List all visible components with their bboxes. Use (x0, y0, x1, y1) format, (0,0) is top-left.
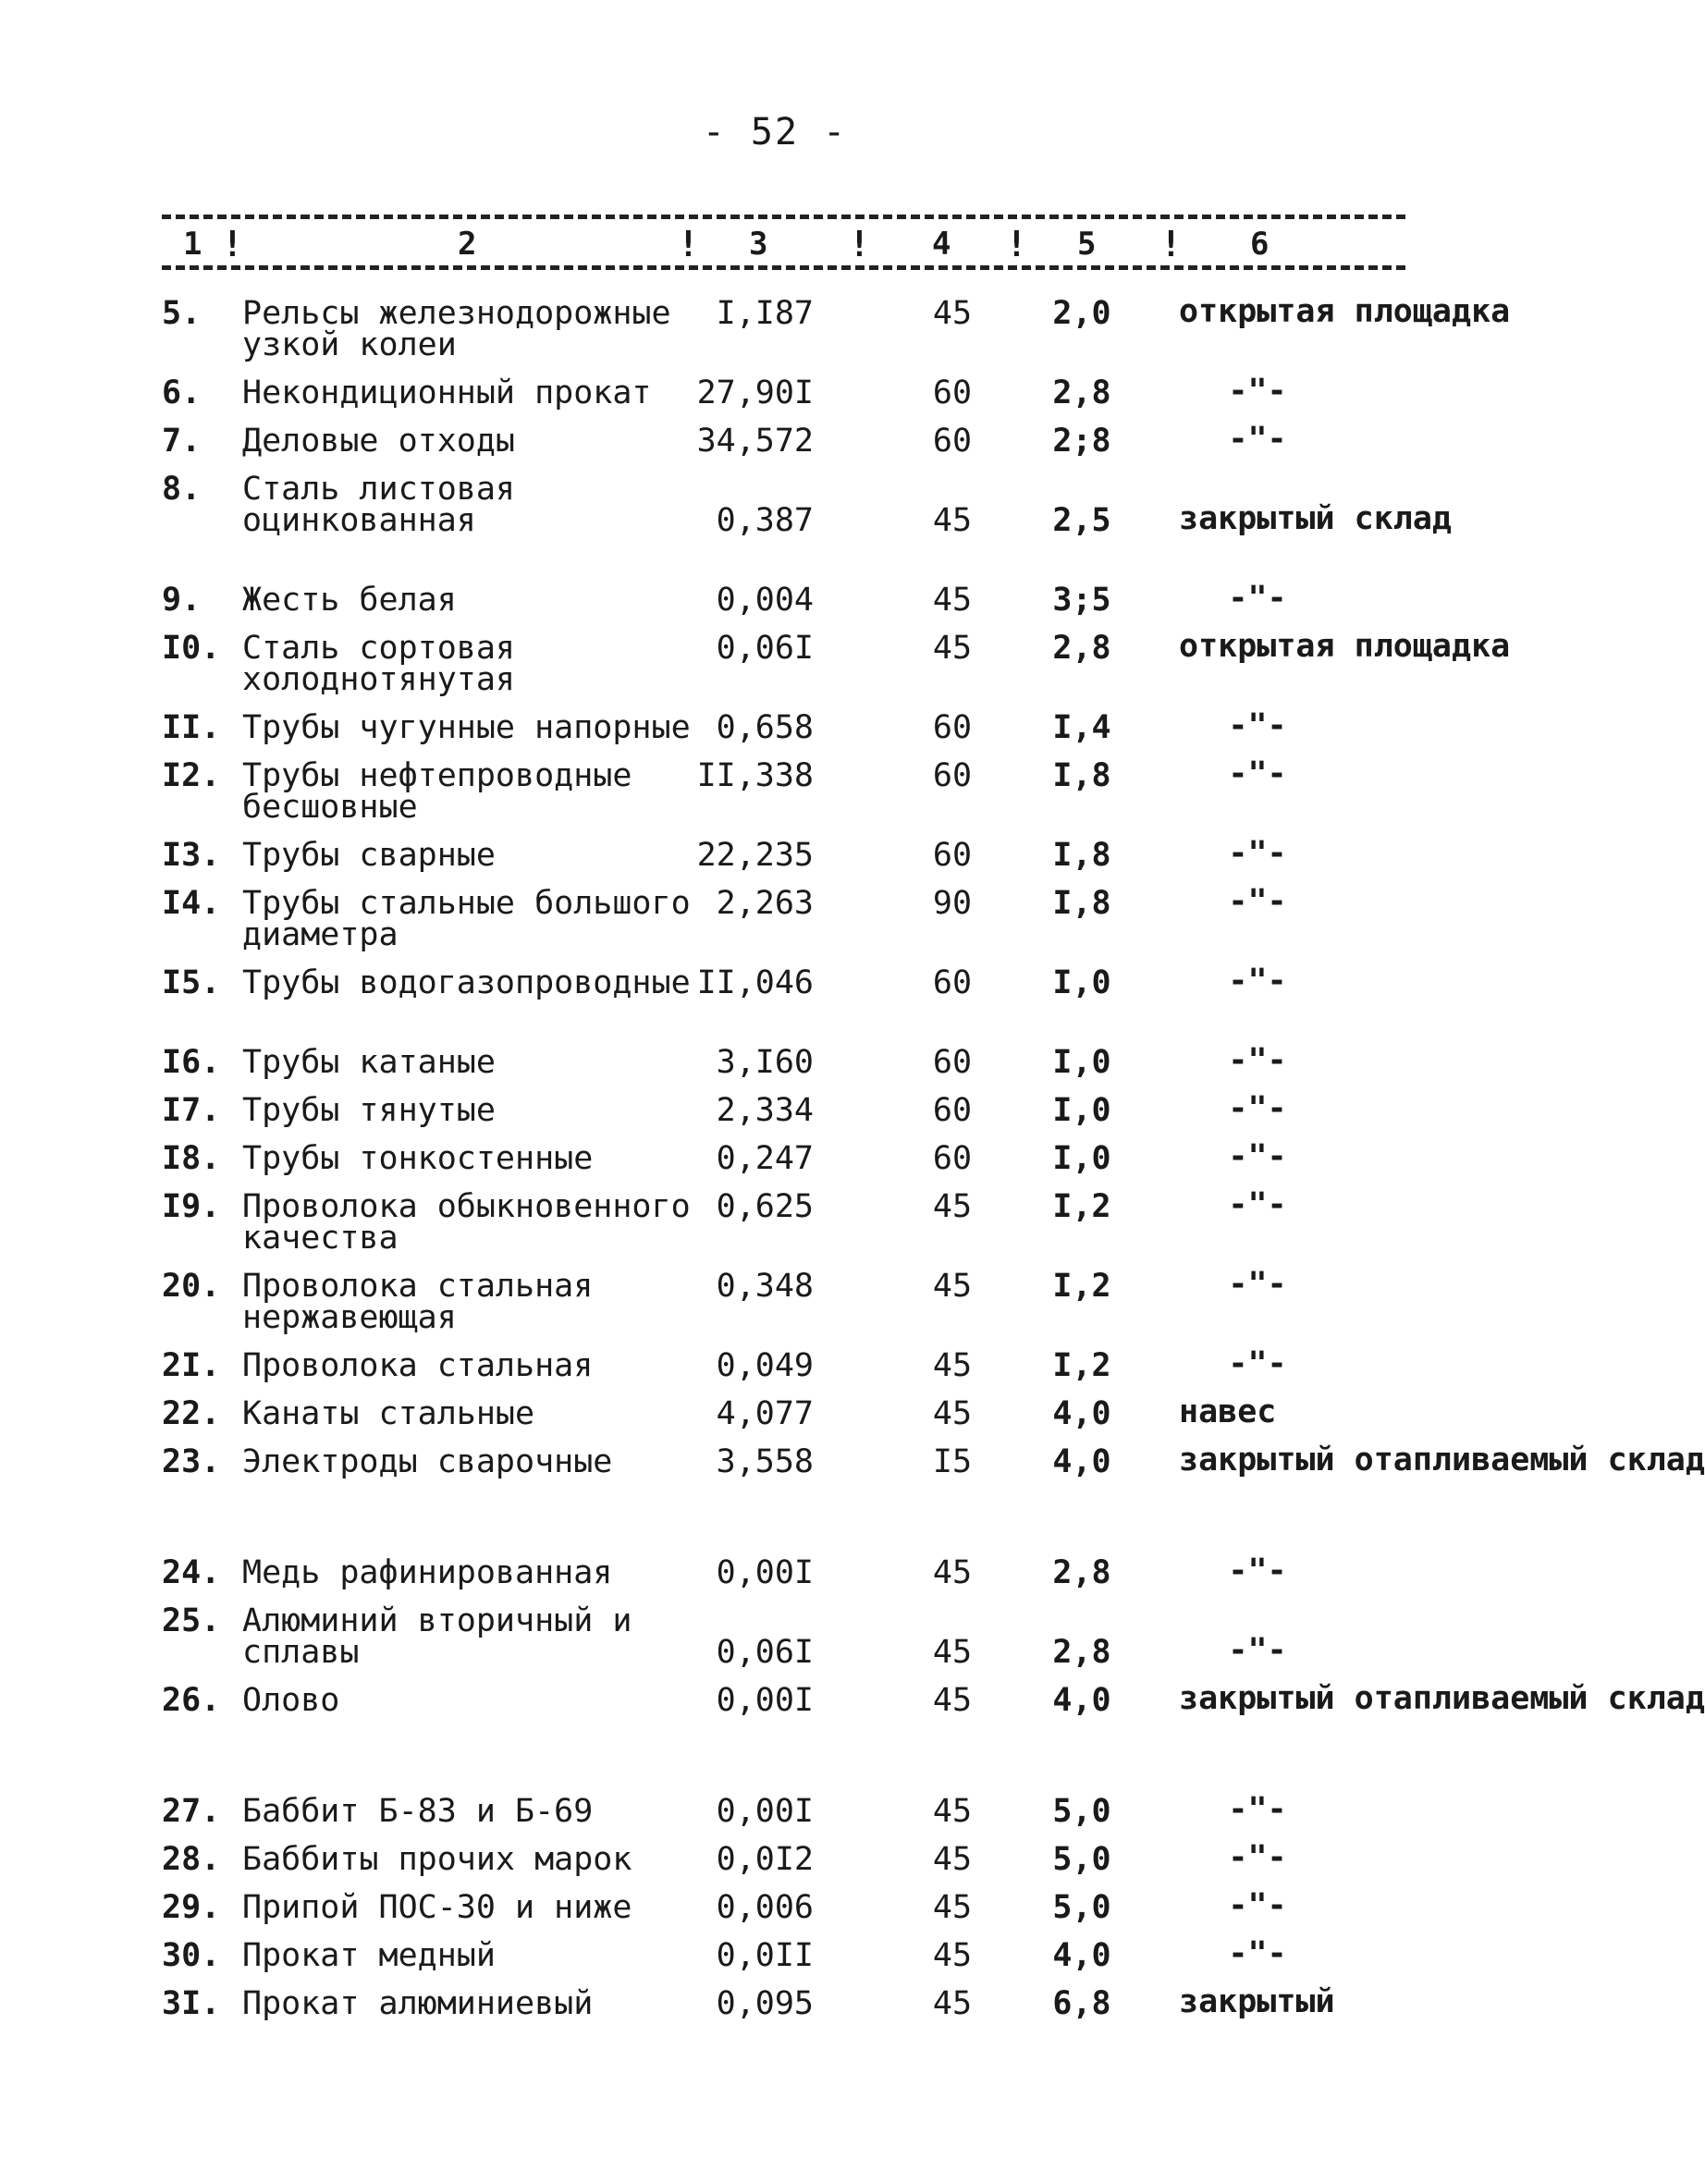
row-number: I7. (162, 1092, 221, 1129)
quantity: 0,0I2 (716, 1841, 814, 1878)
load-coefficient: 4,0 (1052, 1395, 1111, 1432)
header-col-4: 4 (932, 226, 951, 263)
storage-days: 60 (932, 374, 973, 411)
quantity: 34,572 (696, 423, 814, 460)
quantity: 0,006 (716, 1889, 814, 1926)
load-coefficient: 2,8 (1052, 1554, 1111, 1591)
load-coefficient: 2,8 (1052, 374, 1111, 411)
row-number: 9. (162, 582, 202, 619)
header-separator: ! (849, 224, 870, 264)
material-name: Трубы чугунные напорные (242, 709, 691, 746)
quantity: I,I87 (716, 295, 814, 332)
load-coefficient: 5,0 (1052, 1889, 1111, 1926)
storage-type: -"- (1228, 755, 1287, 792)
quantity: 0,06I (716, 630, 814, 667)
storage-type: -"- (1228, 1552, 1287, 1589)
header-col-5: 5 (1077, 226, 1097, 263)
header-separator: ! (222, 224, 243, 264)
storage-days: 45 (932, 582, 973, 619)
storage-days: 45 (932, 1793, 973, 1830)
row-number: I3. (162, 837, 221, 874)
header-col-3: 3 (749, 226, 768, 263)
header-col-6: 6 (1250, 226, 1270, 263)
quantity: 0,095 (716, 1985, 814, 2022)
material-name: Олово (242, 1682, 340, 1719)
storage-type: закрытый отапливаемый склад (1179, 1680, 1705, 1717)
header-col-2: 2 (458, 226, 477, 263)
load-coefficient: 3;5 (1052, 582, 1111, 619)
storage-type: -"- (1228, 1266, 1287, 1303)
row-number: I2. (162, 757, 221, 794)
storage-days: I5 (932, 1443, 973, 1480)
material-name: Трубы катаные (242, 1044, 496, 1081)
load-coefficient: 4,0 (1052, 1937, 1111, 1974)
quantity: 27,90I (696, 374, 814, 411)
row-number: 26. (162, 1682, 221, 1719)
row-number: 5. (162, 295, 202, 332)
load-coefficient: I,0 (1052, 1044, 1111, 1081)
quantity: 4,077 (716, 1395, 814, 1432)
row-number: II. (162, 709, 221, 746)
quantity: 0,00I (716, 1682, 814, 1719)
storage-type: -"- (1228, 883, 1287, 920)
row-number: 22. (162, 1395, 221, 1432)
storage-type: закрытый (1179, 1983, 1335, 2020)
storage-type: -"- (1228, 1090, 1287, 1127)
material-name: Рельсы железнодорожные узкой колеи (242, 295, 671, 363)
load-coefficient: I,0 (1052, 1140, 1111, 1177)
storage-type: -"- (1228, 1138, 1287, 1175)
storage-days: 60 (932, 757, 973, 794)
material-name: Баббиты прочих марок (242, 1841, 632, 1878)
load-coefficient: I,8 (1052, 757, 1111, 794)
storage-type: -"- (1228, 1839, 1287, 1876)
storage-type: -"- (1228, 963, 1287, 1000)
row-number: 20. (162, 1268, 221, 1305)
row-number: I5. (162, 964, 221, 1001)
header-separator: ! (1006, 224, 1027, 264)
material-name: Электроды сварочные (242, 1443, 613, 1480)
row-number: I4. (162, 885, 221, 922)
storage-type: навес (1179, 1393, 1277, 1430)
load-coefficient: I,2 (1052, 1188, 1111, 1225)
storage-days: 45 (932, 1188, 973, 1225)
material-name: Медь рафинированная (242, 1554, 613, 1591)
row-number: I6. (162, 1044, 221, 1081)
storage-days: 45 (932, 502, 973, 539)
row-number: 27. (162, 1793, 221, 1830)
storage-type: -"- (1228, 373, 1287, 410)
header-separator: ! (678, 224, 699, 264)
load-coefficient: I,8 (1052, 885, 1111, 922)
material-name: Некондиционный прокат (242, 374, 652, 411)
material-name: Канаты стальные (242, 1395, 535, 1432)
storage-days: 45 (932, 1634, 973, 1671)
storage-type: -"- (1228, 1186, 1287, 1223)
material-name: Трубы водогазопроводные (242, 964, 691, 1001)
storage-days: 45 (932, 1937, 973, 1974)
row-number: 8. (162, 471, 202, 508)
storage-days: 45 (932, 1554, 973, 1591)
row-number: 23. (162, 1443, 221, 1480)
storage-days: 45 (932, 295, 973, 332)
material-name: Деловые отходы (242, 423, 516, 460)
material-name: Жесть белая (242, 582, 457, 619)
storage-days: 45 (932, 1889, 973, 1926)
load-coefficient: I,8 (1052, 837, 1111, 874)
load-coefficient: 2,0 (1052, 295, 1111, 332)
quantity: 0,00I (716, 1554, 814, 1591)
material-name: Трубы стальные большого диаметра (242, 885, 691, 953)
quantity: 0,049 (716, 1347, 814, 1384)
storage-days: 60 (932, 423, 973, 460)
quantity: II,338 (696, 757, 814, 794)
material-name: Трубы сварные (242, 837, 496, 874)
load-coefficient: 5,0 (1052, 1841, 1111, 1878)
material-name: Алюминий вторичный и сплавы (242, 1602, 632, 1671)
row-number: 3I. (162, 1985, 221, 2022)
material-name: Проволока стальная (242, 1347, 594, 1384)
quantity: 2,334 (716, 1092, 814, 1129)
quantity: 0,658 (716, 709, 814, 746)
storage-days: 45 (932, 1268, 973, 1305)
storage-days: 60 (932, 709, 973, 746)
material-name: Сталь листовая оцинкованная (242, 471, 516, 539)
quantity: 3,I60 (716, 1044, 814, 1081)
material-name: Проволока обыкновенного качества (242, 1188, 691, 1257)
row-number: I9. (162, 1188, 221, 1225)
row-number: 25. (162, 1602, 221, 1639)
storage-type: -"- (1228, 1791, 1287, 1828)
load-coefficient: 4,0 (1052, 1443, 1111, 1480)
quantity: 0,00I (716, 1793, 814, 1830)
header-col-1: 1 (183, 226, 202, 263)
storage-days: 45 (932, 1682, 973, 1719)
material-name: Трубы тонкостенные (242, 1140, 594, 1177)
load-coefficient: 5,0 (1052, 1793, 1111, 1830)
quantity: 22,235 (696, 837, 814, 874)
storage-days: 60 (932, 1044, 973, 1081)
storage-type: -"- (1228, 1935, 1287, 1972)
load-coefficient: I,2 (1052, 1347, 1111, 1384)
load-coefficient: 4,0 (1052, 1682, 1111, 1719)
storage-days: 45 (932, 630, 973, 667)
storage-days: 60 (932, 1092, 973, 1129)
storage-type: -"- (1228, 1345, 1287, 1382)
load-coefficient: 6,8 (1052, 1985, 1111, 2022)
load-coefficient: 2,5 (1052, 502, 1111, 539)
quantity: 0,004 (716, 582, 814, 619)
storage-days: 90 (932, 885, 973, 922)
material-name: Трубы нефтепроводные бесшовные (242, 757, 632, 826)
storage-days: 60 (932, 1140, 973, 1177)
storage-type: открытая площадка (1179, 293, 1511, 330)
row-number: 6. (162, 374, 202, 411)
row-number: I8. (162, 1140, 221, 1177)
quantity: 0,348 (716, 1268, 814, 1305)
storage-type: -"- (1228, 580, 1287, 617)
quantity: 0,06I (716, 1634, 814, 1671)
page-number: - 52 - (702, 111, 848, 153)
row-number: I0. (162, 630, 221, 667)
storage-type: -"- (1228, 1042, 1287, 1079)
load-coefficient: I,2 (1052, 1268, 1111, 1305)
quantity: 0,247 (716, 1140, 814, 1177)
storage-days: 45 (932, 1347, 973, 1384)
storage-days: 45 (932, 1395, 973, 1432)
storage-days: 45 (932, 1985, 973, 2022)
storage-type: -"- (1228, 1887, 1287, 1924)
row-number: 24. (162, 1554, 221, 1591)
storage-days: 45 (932, 1841, 973, 1878)
row-number: 30. (162, 1937, 221, 1974)
storage-type: -"- (1228, 707, 1287, 744)
storage-type: -"- (1228, 1632, 1287, 1669)
quantity: 0,0II (716, 1937, 814, 1974)
material-name: Трубы тянутые (242, 1092, 496, 1129)
row-number: 29. (162, 1889, 221, 1926)
material-name: Сталь сортовая холоднотянутая (242, 630, 516, 698)
storage-type: закрытый отапливаемый склад (1179, 1442, 1705, 1478)
material-name: Прокат алюминиевый (242, 1985, 594, 2022)
quantity: 3,558 (716, 1443, 814, 1480)
material-name: Припой ПОС-30 и ниже (242, 1889, 632, 1926)
quantity: 0,387 (716, 502, 814, 539)
row-number: 7. (162, 423, 202, 460)
material-name: Баббит Б-83 и Б-69 (242, 1793, 594, 1830)
load-coefficient: 2,8 (1052, 1634, 1111, 1671)
load-coefficient: 2,8 (1052, 630, 1111, 667)
storage-days: 60 (932, 837, 973, 874)
storage-type: закрытый склад (1179, 500, 1453, 537)
load-coefficient: 2;8 (1052, 423, 1111, 460)
material-name: Проволока стальная нержавеющая (242, 1268, 594, 1336)
quantity: 0,625 (716, 1188, 814, 1225)
load-coefficient: I,4 (1052, 709, 1111, 746)
storage-type: -"- (1228, 835, 1287, 872)
storage-type: -"- (1228, 421, 1287, 458)
storage-days: 60 (932, 964, 973, 1001)
row-number: 2I. (162, 1347, 221, 1384)
load-coefficient: I,0 (1052, 1092, 1111, 1129)
row-number: 28. (162, 1841, 221, 1878)
quantity: II,046 (696, 964, 814, 1001)
storage-type: открытая площадка (1179, 628, 1511, 665)
header-separator: ! (1160, 224, 1182, 264)
quantity: 2,263 (716, 885, 814, 922)
material-name: Прокат медный (242, 1937, 496, 1974)
load-coefficient: I,0 (1052, 964, 1111, 1001)
